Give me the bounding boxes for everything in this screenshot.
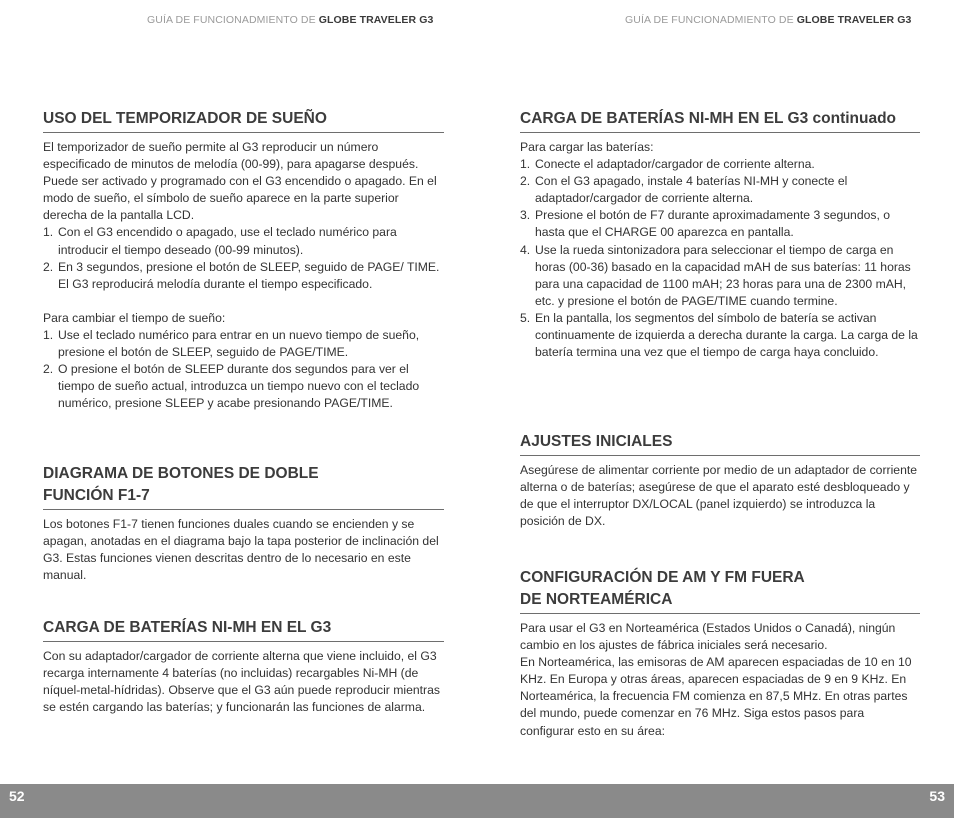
battery-charge-title: CARGA DE BATERÍAS NI-MH EN EL G3: [43, 617, 444, 642]
initial-settings-text: Asegúrese de alimentar corriente por medio de un adaptador de corriente alterna o de baterías; asegúrese de que el aparato esté desbloqueado y de que el interruptor DX/LOCAL (panel izquierdo) se introduzca la posición de DX.: [520, 463, 918, 529]
sleep-timer-steps: [43, 224, 444, 292]
battery-charge-text: Con su adaptador/cargador de corriente alterna que viene incluido, el G3 recarga internamente 4 baterías (no incluidas) recargables Ni-MH (de níquel-metal-hídridas). Observe que el G3 aún puede reproducir mientras se estén cargando las baterías; y funcionarán las funciones de alarma.: [43, 649, 440, 715]
page-number-right: 53: [929, 788, 945, 804]
list-item: 1. Con el G3 encendido o apagado, use el teclado numérico para introducir el tiempo deseado (00-99 minutos).: [43, 225, 397, 257]
battery-charge-section: [43, 617, 444, 716]
list-item: 2. En 3 segundos, presione el botón de SLEEP, seguido de PAGE/ TIME. El G3 reproducirá melodía durante el tiempo especificado.: [43, 259, 440, 291]
battery-continued-title: CARGA DE BATERÍAS NI-MH EN EL G3 continuado: [520, 108, 920, 133]
running-header-right: GUÍA DE FUNCIONADMIENTO DE GLOBE TRAVELER G3: [625, 14, 912, 26]
change-sleep-label: Para cambiar el tiempo de sueño:: [43, 310, 226, 325]
list-item: 2. O presione el botón de SLEEP durante dos segundos para ver el tiempo de sueño actual, introduzca un tiempo nuevo con el teclado numérico, presione SLEEP y acabe presionando PAGE/TIME.: [43, 362, 420, 411]
dual-function-text: Los botones F1-7 tienen funciones duales cuando se encienden y se apagan, anotadas en el diagrama bajo la tapa posterior de inclinación del G3. Estas funciones vienen descritas dentro de lo necesario en este manual.: [43, 517, 439, 583]
running-header-left: GUÍA DE FUNCIONADMIENTO DE GLOBE TRAVELER G3: [147, 14, 434, 26]
footer-bar: [0, 784, 954, 818]
battery-continued-section: [520, 108, 920, 361]
am-fm-config-paragraph: Para usar el G3 en Norteamérica (Estados Unidos o Canadá), ningún cambio en los ajustes de fábrica iniciales será necesario.: [520, 621, 896, 653]
am-fm-config-title: CONFIGURACIÓN DE AM Y FM FUERA DE NORTEAMÉRICA: [520, 567, 920, 614]
sleep-timer-intro: El temporizador de sueño permite al G3 reproducir un número especificado de minutos de melodía (00-99), para apagarse después. Puede ser activado y programado con el G3 encendido o apagado. En el modo de sueño, el símbolo de sueño aparece en la parte superior derecha de la pantalla LCD.: [43, 140, 437, 223]
sleep-timer-section: [43, 108, 444, 412]
page-number-left: 52: [9, 788, 25, 804]
change-sleep-steps: [43, 327, 444, 412]
battery-continued-intro: Para cargar las baterías:: [520, 140, 654, 154]
list-item: 5. En la pantalla, los segmentos del símbolo de batería se activan continuamente de izquierda a derecha durante la carga. La carga de la batería termina una vez que el tiempo de carga haya concluido.: [520, 310, 918, 360]
list-item: 3. Presione el botón de F7 durante aproximadamente 3 segundos, o hasta que el CHARGE 00 aparezca en pantalla.: [520, 208, 891, 240]
list-item: 1. Use el teclado numérico para entrar en un nuevo tiempo de sueño, presione el botón de SLEEP, seguido de PAGE/TIME.: [43, 327, 420, 360]
sleep-timer-title: USO DEL TEMPORIZADOR DE SUEÑO: [43, 108, 444, 133]
am-fm-config-paragraph: En Norteamérica, las emisoras de AM aparecen espaciadas de 10 en 10 KHz. En Europa y otras áreas, aparecen espaciadas de 9 en 9 KHz. En Norteamérica, la frecuencia FM comienza en 87,5 MHz. En otras partes del mundo, puede comenzar en 76 MHz. Siga estos pasos para configurar esto en su área:: [520, 655, 912, 738]
dual-function-section: [43, 463, 444, 584]
initial-settings-section: [520, 431, 920, 530]
am-fm-config-section: [520, 567, 920, 740]
initial-settings-title: AJUSTES INICIALES: [520, 431, 920, 456]
dual-function-title: DIAGRAMA DE BOTONES DE DOBLE FUNCIÓN F1-7: [43, 463, 444, 510]
right-page: [477, 0, 954, 818]
list-item: 2. Con el G3 apagado, instale 4 baterías NI-MH y conecte el adaptador/cargador de corriente alterna.: [520, 174, 848, 206]
list-item: 1. Conecte el adaptador/cargador de corriente alterna.: [520, 157, 815, 172]
list-item: 4. Use la rueda sintonizadora para seleccionar el tiempo de carga en horas (00-36) basado en la capacidad mAH de sus baterías: 11 horas para una capacidad de 1100 mAH; 23 horas para una de 2300 mAH, etc. y presione el botón de PAGE/TIME cuando termine.: [520, 242, 911, 308]
charging-steps: [520, 156, 920, 361]
